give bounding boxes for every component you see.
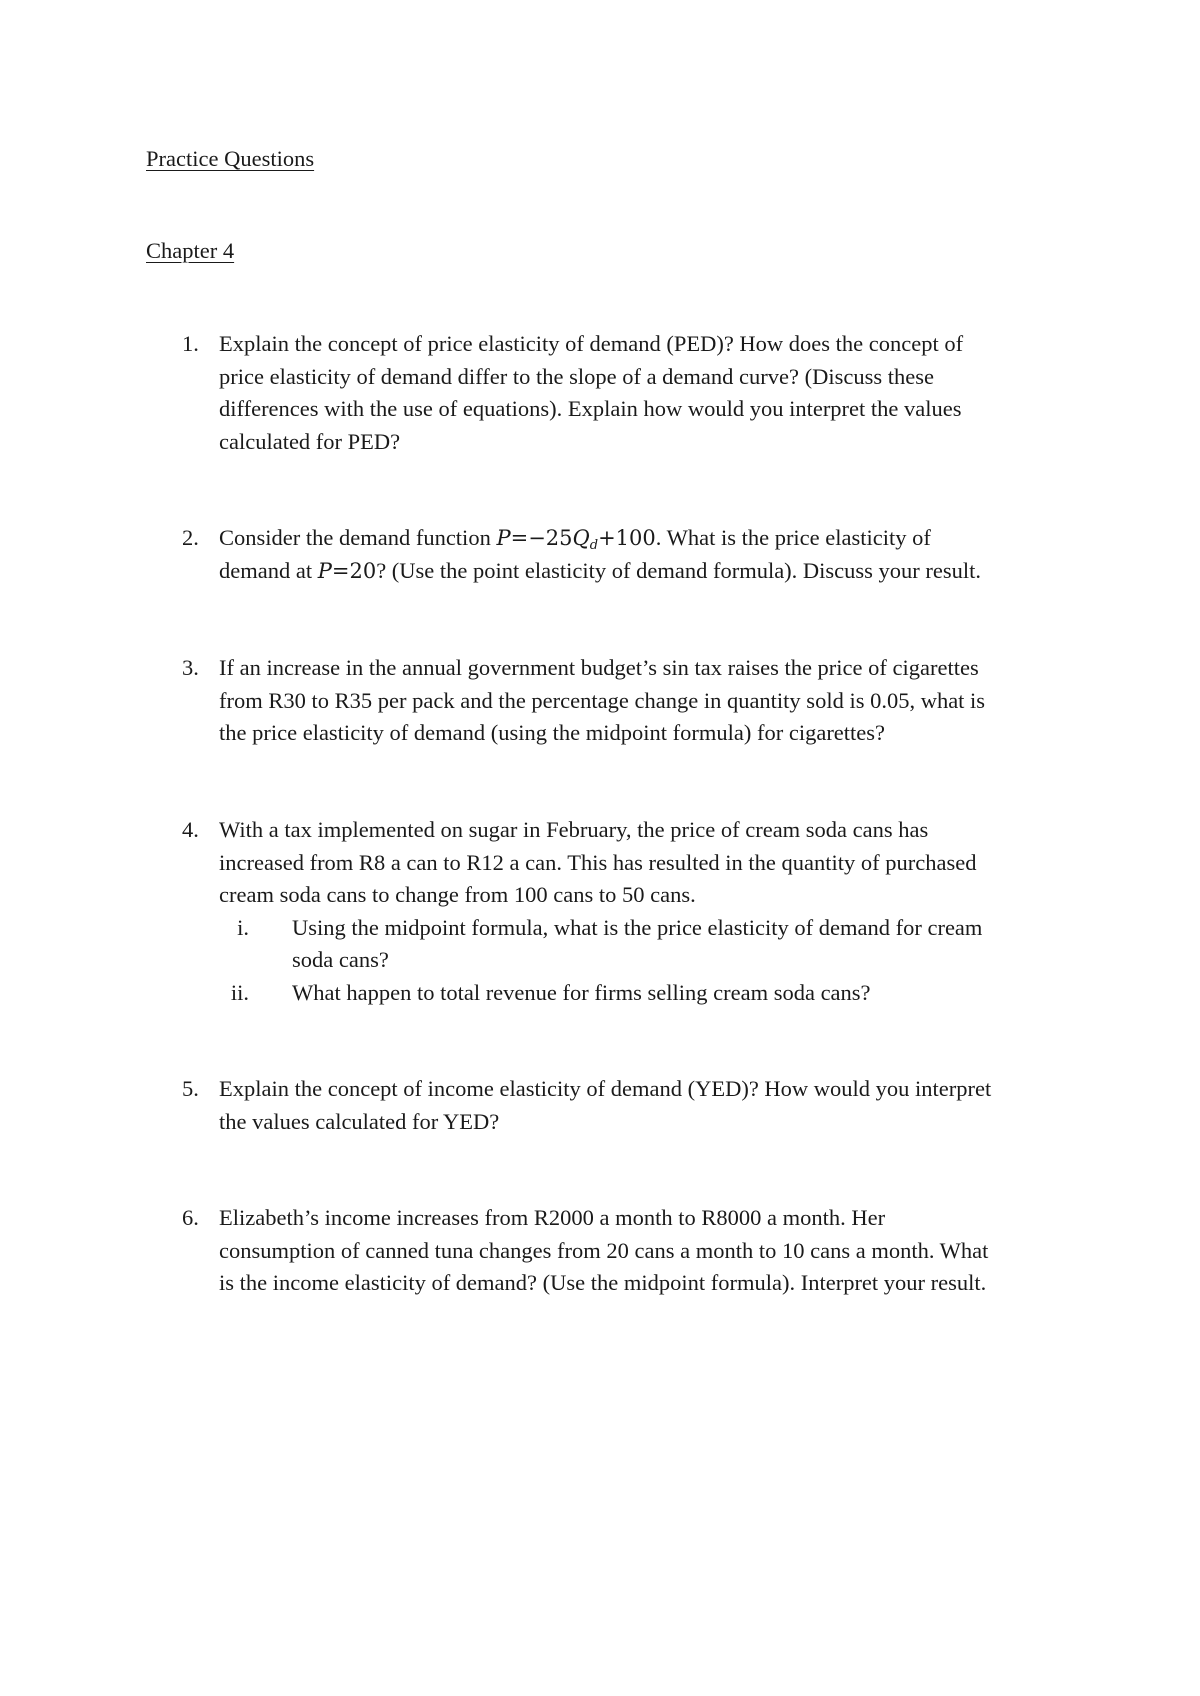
question-number: 3.: [182, 655, 199, 680]
question-number: 6.: [182, 1205, 199, 1230]
question-number: 5.: [182, 1076, 199, 1101]
question-line: [219, 522, 1064, 555]
equation-tail: +100: [598, 526, 656, 550]
question-line: is the income elasticity of demand? (Use the midpoint formula). Interpret your result.: [219, 1270, 987, 1295]
question-line: the price elasticity of demand (using the midpoint formula) for cigarettes?: [219, 720, 886, 745]
question-text: [219, 1202, 1064, 1300]
question-line: [219, 555, 1064, 588]
equation-subscript: d: [589, 538, 599, 553]
text-segment: demand at: [219, 557, 318, 583]
text-segment: ? (Use the point elasticity of demand formula). Discuss your result.: [376, 557, 982, 583]
sub-question-line: Using the midpoint formula, what is the price elasticity of demand for cream: [292, 914, 983, 940]
question-line: price elasticity of demand differ to the slope of a demand curve? (Discuss these: [219, 363, 934, 389]
question-line: cream soda cans to change from 100 cans to 50 cans.: [219, 882, 696, 907]
question-text: [219, 652, 1064, 750]
price-variable: P: [317, 558, 332, 583]
question-line: from R30 to R35 per pack and the percentage change in quantity sold is 0.05, what is: [219, 687, 986, 713]
question-line: Explain the concept of income elasticity of demand (YED)? How would you interpret: [219, 1076, 992, 1101]
question-text: [219, 814, 1064, 1009]
question-line: If an increase in the annual government budget’s sin tax raises the price of cigarettes: [219, 655, 979, 680]
question-line: With a tax implemented on sugar in February, the price of cream soda cans has: [219, 817, 929, 842]
demand-equation: [496, 526, 656, 553]
sub-question-text: [292, 977, 871, 1010]
question-number: 4.: [182, 817, 199, 842]
text-segment: . What is the price elasticity of: [655, 525, 931, 550]
equation-variable: Q: [572, 526, 590, 550]
sub-question-ii: [219, 977, 1064, 1010]
sub-question-number: i.: [237, 914, 249, 940]
question-line: increased from R8 a can to R12 a can. This has resulted in the quantity of purchased: [219, 849, 977, 875]
sub-question-line: soda cans?: [292, 947, 389, 972]
question-line: the values calculated for YED?: [219, 1108, 500, 1134]
document-title: Practice Questions: [146, 146, 315, 171]
sub-question-text: [292, 912, 982, 977]
question-text: [219, 522, 1064, 587]
sub-question-line: What happen to total revenue for firms selling cream soda cans?: [292, 979, 871, 1005]
question-line: consumption of canned tuna changes from 20 cans a month to 10 cans a month. What: [219, 1237, 989, 1263]
question-line: calculated for PED?: [219, 428, 401, 454]
chapter-heading: Chapter 4: [146, 238, 235, 263]
price-point: [318, 559, 376, 583]
question-line: differences with the use of equations). Explain how would you interpret the values: [219, 396, 962, 421]
question-line: Explain the concept of price elasticity of demand (PED)? How does the concept of: [219, 331, 964, 356]
price-value: =20: [331, 558, 377, 583]
question-number: 2.: [182, 525, 199, 550]
question-number: 1.: [182, 331, 199, 356]
sub-question-number: ii.: [230, 979, 249, 1005]
equation-lhs: P: [496, 526, 511, 550]
question-text: [219, 1073, 1064, 1138]
text-segment: Consider the demand function: [219, 525, 497, 550]
sub-question-i: [219, 912, 1064, 977]
equation-operator: =−25: [510, 526, 573, 550]
question-text: [219, 328, 1064, 458]
question-line: Elizabeth’s income increases from R2000 a month to R8000 a month. Her: [219, 1205, 886, 1230]
